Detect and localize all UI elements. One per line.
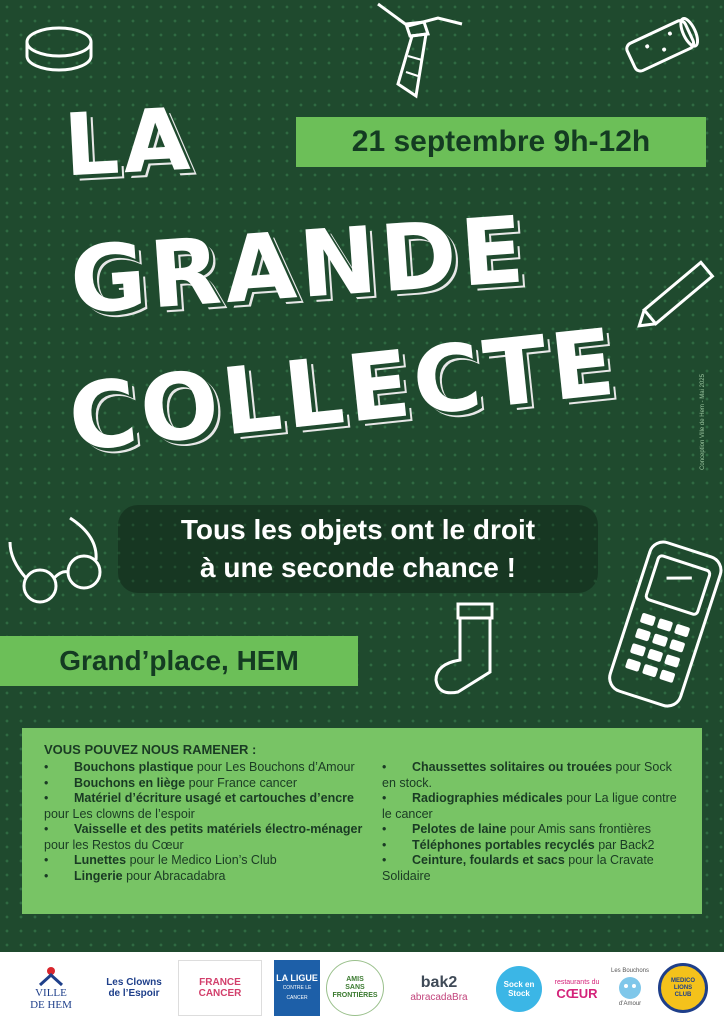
- tagline-line-2: à une seconde chance !: [200, 552, 516, 583]
- glasses-icon: [6, 512, 110, 608]
- hem-line-2: DE HEM: [30, 999, 72, 1011]
- amis-sans-frontieres-logo: [326, 960, 384, 1016]
- list-item: • Lunettes pour le Medico Lion’s Club: [44, 853, 277, 867]
- amis-line-1: AMIS: [346, 976, 364, 983]
- coin-icon: [22, 20, 96, 80]
- list-item: • Matériel d’écriture usagé et cartouches d’encre pour Les clowns de l’espoir: [44, 791, 354, 821]
- sock-label: Sock en Stock: [503, 980, 535, 998]
- event-place: Grand’place, HEM: [0, 636, 358, 686]
- items-list-right: [382, 760, 687, 884]
- lions-label: MEDICO LIONS CLUB: [671, 977, 695, 998]
- back2-abracadabra-logo: [396, 960, 482, 1016]
- title-line-1: LA: [61, 89, 196, 197]
- tie-icon: [368, 0, 468, 110]
- abracadabra-logo: abracadaBra: [410, 991, 468, 1003]
- tagline: [118, 505, 598, 593]
- ville-de-hem-emblem-icon: [36, 965, 66, 987]
- restos-du-coeur-logo: [550, 960, 604, 1016]
- design-credit: Conception Ville de Hem - Mai 2025: [700, 374, 706, 470]
- title-line-2: GRANDE: [66, 196, 531, 335]
- hem-line-1: VILLE: [35, 987, 67, 999]
- items-list-left: [44, 760, 374, 884]
- sock-en-stock-logo: [496, 966, 542, 1012]
- ville-de-hem-logo: [18, 960, 84, 1016]
- sock-icon: [430, 600, 512, 700]
- list-item: • Téléphones portables recyclés par Back2: [382, 837, 655, 852]
- clowns-line-2: de l’Espoir: [108, 988, 160, 999]
- back2-logo: bak2: [420, 973, 458, 991]
- france-cancer-line-2: CANCER: [198, 988, 242, 999]
- france-cancer-logo: [178, 960, 262, 1016]
- france-cancer-line-1: FRANCE: [199, 977, 241, 988]
- list-item: • Pelotes de laine pour Amis sans frontières: [382, 822, 651, 836]
- tagline-line-1: Tous les objets ont le droit: [180, 514, 536, 545]
- cork-icon: [622, 12, 702, 78]
- amis-line-3: FRONTIÈRES: [332, 992, 378, 999]
- restos-line-2: CŒUR: [556, 986, 598, 1001]
- items-panel: [22, 728, 702, 914]
- mascot-icon: [617, 975, 643, 1001]
- bouchons-line-2: d’Amour: [618, 1001, 642, 1007]
- event-date: 21 septembre 9h-12h: [296, 117, 706, 167]
- la-ligue-logo: [274, 960, 320, 1016]
- items-heading: VOUS POUVEZ NOUS RAMENER :: [44, 742, 257, 757]
- partner-logos: [0, 952, 724, 1024]
- list-item: • Ceinture, foulards et sacs pour la Cravate Solidaire: [382, 853, 654, 883]
- restos-line-1: restaurants du: [554, 979, 600, 986]
- bouchons-amour-logo: [608, 960, 652, 1016]
- pencil-icon: [628, 250, 724, 340]
- list-item: • Chaussettes solitaires ou trouées pour Sock en stock.: [382, 760, 672, 790]
- clowns-espoir-logo: [98, 960, 170, 1016]
- list-item: • Lingerie pour Abracadabra: [44, 868, 226, 883]
- title-line-3: COLLECTE: [63, 308, 623, 473]
- medico-lions-club-logo: [658, 963, 708, 1013]
- list-item: • Bouchons plastique pour Les Bouchons d’Amour: [44, 760, 355, 774]
- mobile-phone-icon: [606, 540, 724, 710]
- bouchons-line-1: Les Bouchons: [610, 968, 650, 974]
- ligue-line-1: LA LIGUE: [276, 973, 318, 983]
- ligue-line-2: CONTRE LE CANCER: [282, 985, 312, 1001]
- list-item: • Radiographies médicales pour La ligue contre le cancer: [382, 791, 677, 821]
- amis-line-2: SANS: [345, 984, 365, 991]
- clowns-line-1: Les Clowns: [106, 977, 162, 988]
- list-item: • Bouchons en liège pour France cancer: [44, 775, 297, 790]
- list-item: • Vaisselle et des petits matériels électro-ménager pour les Restos du Cœur: [44, 822, 363, 852]
